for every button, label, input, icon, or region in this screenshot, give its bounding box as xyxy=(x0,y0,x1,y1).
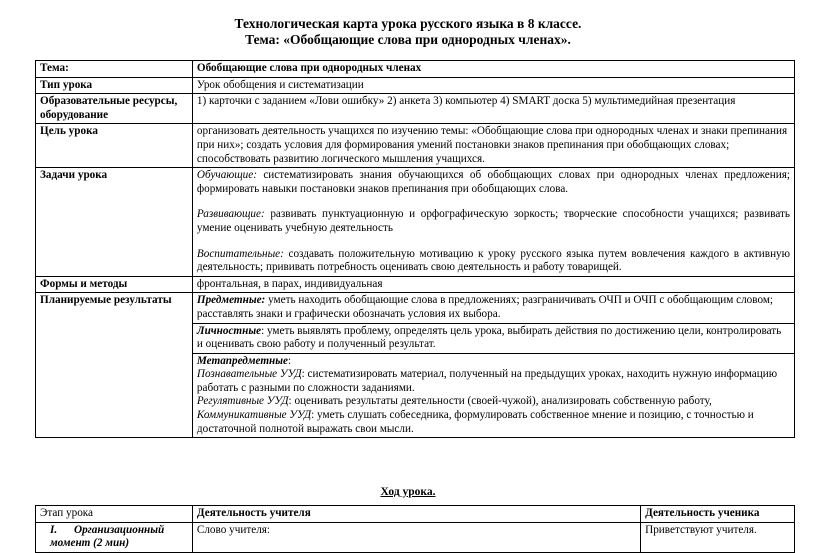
results-regulatory-label: Регулятивные УУД xyxy=(196,395,289,408)
results-personal-text: : уметь выявлять проблему, определять цель урока, выбирать действия по достижению цели, контролировать и оценивать свою работу и полученный результат. xyxy=(196,324,782,351)
task-developing xyxy=(197,208,790,235)
type-label: Тип урока xyxy=(36,77,193,94)
task-upbringing xyxy=(197,248,790,275)
course-header-teacher: Деятельность учителя xyxy=(192,506,640,523)
results-cognitive-label: Познавательные УУД xyxy=(196,368,302,381)
task-upbringing-label: Воспитательные: xyxy=(196,247,284,260)
course-row xyxy=(36,522,795,552)
forms-label: Формы и методы xyxy=(36,276,193,293)
goal-value: организовать деятельность учащихся по изучению темы: «Обобщающие слова при однородных членах и знаки препинания при них»; создать условия для формирования умений постановки знаков препинания при обобщающих словах; способствовать развитию логического мышления учащихся. xyxy=(192,124,794,168)
course-header-stage: Этап урока xyxy=(36,506,193,523)
task-educational xyxy=(197,169,790,196)
lesson-card-table xyxy=(35,60,795,438)
goal-label: Цель урока xyxy=(36,124,193,168)
task-developing-text: развивать пунктуационную и орфографическую зоркость; творческие способности учащихся; развивать умение оценивать учебную деятельность xyxy=(196,208,790,234)
results-subject-label: Предметные: xyxy=(196,294,266,307)
results-communicative-label: Коммуникативные УУД xyxy=(196,409,312,422)
resources-value: 1) карточки с заданием «Лови ошибку» 2) анкета 3) компьютер 4) SMART доска 5) мультимедийная презентация xyxy=(192,94,794,124)
course-table xyxy=(35,505,795,553)
type-value: Урок обобщения и систематизации xyxy=(192,77,794,94)
results-personal-label: Личностные xyxy=(196,324,262,337)
document-title-line2: Тема: «Обобщающие слова при однородных членах». xyxy=(245,32,571,47)
task-educational-label: Обучающие: xyxy=(196,169,257,182)
course-header-row xyxy=(36,506,795,523)
results-subject-text: уметь находить обобщающие слова в предложениях; разграничивать ОЧП и ОЧП с обобщающим словом; расставлять знаки и графически обозначать условия их выбора. xyxy=(196,294,774,320)
results-regulatory-text: : оценивать результаты деятельности (своей-чужой), анализировать собственную работу, xyxy=(288,395,712,408)
task-developing-label: Развивающие: xyxy=(196,208,265,221)
topic-value: Обобщающие слова при однородных членах xyxy=(192,61,794,78)
results-regulatory xyxy=(197,395,790,409)
row-forms xyxy=(36,276,795,293)
course-title: Ход урока. xyxy=(380,486,436,498)
results-label: Планируемые результаты xyxy=(36,293,193,438)
row-tasks xyxy=(36,168,795,277)
row-type xyxy=(36,77,795,94)
results-cognitive-text: : систематизировать материал, полученный на предыдущих уроках, находить нужную информацию работать с разными по сложности заданиями. xyxy=(196,368,778,394)
course-teacher-cell: Слово учителя: xyxy=(192,522,640,552)
row-goal xyxy=(36,124,795,168)
row-results-subject xyxy=(36,293,795,323)
results-meta xyxy=(192,353,794,438)
tasks-label: Задачи урока xyxy=(36,168,193,277)
results-cognitive xyxy=(197,368,790,395)
row-resources xyxy=(36,94,795,124)
results-personal xyxy=(192,323,794,353)
results-meta-colon: : xyxy=(287,354,292,367)
resources-label: Образовательные ресурсы, оборудование xyxy=(36,94,193,124)
results-meta-heading xyxy=(197,355,790,369)
tasks-value xyxy=(192,168,794,277)
course-stage-num: I. xyxy=(50,523,58,536)
course-header-student: Деятельность ученика xyxy=(641,506,795,523)
forms-value: фронтальная, в парах, индивидуальная xyxy=(192,276,794,293)
results-meta-label: Метапредметные xyxy=(196,354,288,367)
task-educational-text: систематизировать знания обучающихся об обобщающих словах при однородных членах предложения; формировать навыки постановки знаков препинания при обобщающих слова. xyxy=(196,169,791,195)
row-topic xyxy=(36,61,795,78)
task-upbringing-text: создавать положительную мотивацию к уроку русского языка путем вовлечения каждого в активную деятельность; прививать потребность оценивать свою деятельность и работу товарищей. xyxy=(196,247,791,274)
course-student-cell: Приветствуют учителя. xyxy=(641,522,795,552)
course-stage-cell xyxy=(36,522,193,552)
results-subject xyxy=(192,293,794,323)
results-communicative xyxy=(197,409,790,436)
results-communicative-text: : уметь слушать собеседника, формулировать собственное мнение и позицию, с точностью и достаточной полнотой выражать свои мысли. xyxy=(196,409,754,435)
topic-label: Тема: xyxy=(36,61,193,78)
course-stage-name: Организационный момент (2 мин) xyxy=(50,523,165,550)
document-title-line1: Технологическая карта урока русского языка в 8 классе. xyxy=(234,16,582,31)
